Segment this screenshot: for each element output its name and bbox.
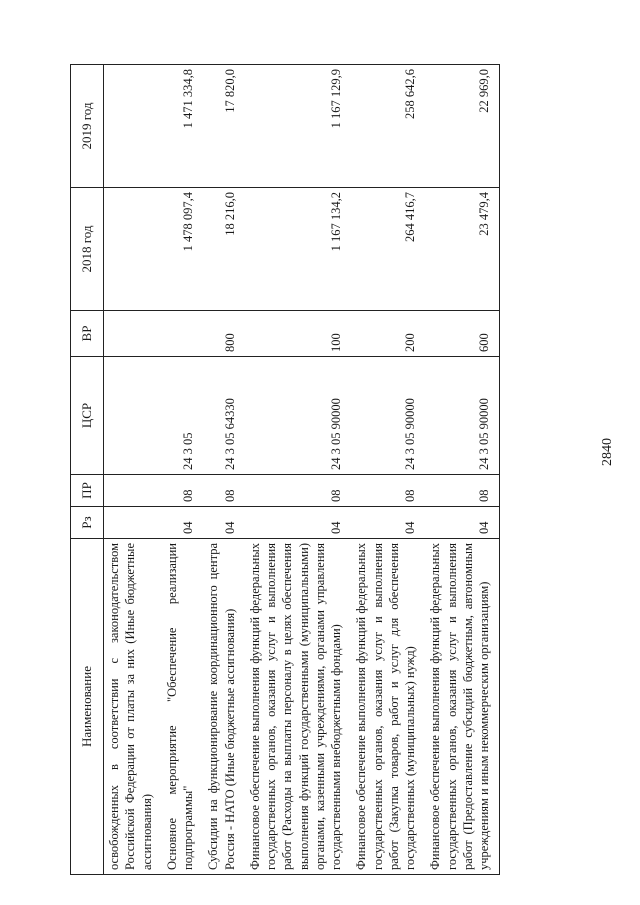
row-pr: 08: [203, 475, 245, 507]
row-rz: 04: [203, 507, 245, 539]
header-rz: Рз: [71, 507, 104, 539]
page-number: 2840: [600, 438, 615, 466]
budget-table: [70, 64, 500, 875]
row-pr: 08: [162, 475, 204, 507]
row-vr: 100: [245, 311, 352, 357]
row-rz: 04: [351, 507, 425, 539]
row-rz: 04: [425, 507, 500, 539]
table-header-row: [71, 65, 104, 875]
row-name: освобожденных в соответствии с законодательством Российской Федерации от платы за них (Иные бюджетные ассигнования): [104, 539, 162, 875]
row-csr: [104, 357, 162, 475]
row-vr: 200: [351, 311, 425, 357]
row-csr: 24 3 05 90000: [425, 357, 500, 475]
row-rz: 04: [162, 507, 204, 539]
row-2018: 264 416,7: [351, 188, 425, 311]
table-row: [425, 65, 500, 875]
row-vr: 800: [203, 311, 245, 357]
row-rz: 04: [245, 507, 352, 539]
row-pr: [104, 475, 162, 507]
row-2019: 258 642,6: [351, 65, 425, 188]
row-pr: 08: [425, 475, 500, 507]
row-2018: 18 216,0: [203, 188, 245, 311]
row-2019: 17 820,0: [203, 65, 245, 188]
header-pr: ПР: [71, 475, 104, 507]
table-row: [351, 65, 425, 875]
row-pr: 08: [245, 475, 352, 507]
table-row: [162, 65, 204, 875]
header-csr: ЦСР: [71, 357, 104, 475]
row-2018: 1 478 097,4: [162, 188, 204, 311]
header-vr: ВР: [71, 311, 104, 357]
row-rz: [104, 507, 162, 539]
table-row: [203, 65, 245, 875]
row-csr: 24 3 05: [162, 357, 204, 475]
row-name: Субсидии на функционирование координационного центра Россия - НАТО (Иные бюджетные ассигнования): [203, 539, 245, 875]
row-2018: 1 167 134,2: [245, 188, 352, 311]
budget-table-page: [70, 65, 590, 875]
row-2018: [104, 188, 162, 311]
row-2019: 1 167 129,9: [245, 65, 352, 188]
row-vr: [104, 311, 162, 357]
row-vr: 600: [425, 311, 500, 357]
row-name: Финансовое обеспечение выполнения функций федеральных государственных органов, оказания услуг и выполнения работ (Расходы на выплаты персоналу в целях обеспечения выполнения функций государственными (муниципальными) органами, казенными учреждениями, органами управления государственными внебюджетными фондами): [245, 539, 352, 875]
row-name: Основное мероприятие "Обеспечение реализации подпрограммы": [162, 539, 204, 875]
row-vr: [162, 311, 204, 357]
row-csr: 24 3 05 90000: [351, 357, 425, 475]
row-pr: 08: [351, 475, 425, 507]
row-2019: 1 471 334,8: [162, 65, 204, 188]
table-row: [104, 65, 162, 875]
row-2019: [104, 65, 162, 188]
header-2018: 2018 год: [71, 188, 104, 311]
header-name: Наименование: [71, 539, 104, 875]
row-csr: 24 3 05 64330: [203, 357, 245, 475]
table-row: [245, 65, 352, 875]
row-2018: 23 479,4: [425, 188, 500, 311]
row-2019: 22 969,0: [425, 65, 500, 188]
header-2019: 2019 год: [71, 65, 104, 188]
row-name: Финансовое обеспечение выполнения функций федеральных государственных органов, оказания услуг и выполнения работ (Закупка товаров, работ и услуг для обеспечения государственных (муниципальных) нужд): [351, 539, 425, 875]
row-csr: 24 3 05 90000: [245, 357, 352, 475]
row-name: Финансовое обеспечение выполнения функций федеральных государственных органов, оказания услуг и выполнения работ (Предоставление субсидий бюджетным, автономным учреждениям и иным некоммерческим организациям): [425, 539, 500, 875]
